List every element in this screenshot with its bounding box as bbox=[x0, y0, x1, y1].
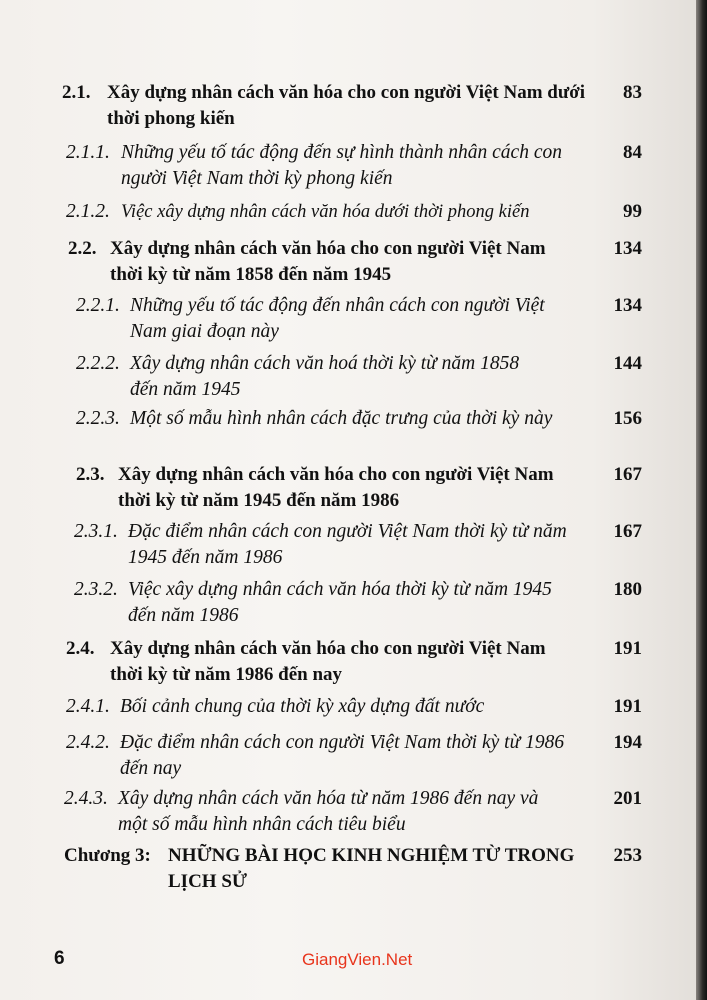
page-edge-shadow bbox=[696, 0, 707, 1000]
toc-chapter-entry bbox=[64, 843, 642, 895]
toc-entry bbox=[76, 293, 642, 345]
toc-entry-page: 84 bbox=[623, 142, 642, 163]
chapter-label: Chương 3: bbox=[64, 845, 151, 866]
toc-entry bbox=[62, 80, 642, 132]
toc-entry bbox=[64, 786, 642, 838]
toc-entry bbox=[68, 236, 642, 288]
toc-entry bbox=[76, 351, 642, 403]
toc-entry-page: 253 bbox=[613, 845, 642, 866]
toc-entry-number: 2.1.1. bbox=[66, 142, 110, 163]
toc-entry-page: 194 bbox=[613, 732, 642, 753]
toc-entry-number: 2.2. bbox=[68, 238, 97, 259]
toc-entry-title: Việc xây dựng nhân cách văn hóa thời kỳ từ năm 1945 đến năm 1986 bbox=[128, 579, 552, 626]
toc-entry-page: 167 bbox=[613, 464, 642, 485]
toc-entry-page: 191 bbox=[613, 696, 642, 717]
toc-entry bbox=[74, 519, 642, 571]
toc-entry bbox=[76, 462, 642, 514]
toc-entry bbox=[66, 694, 642, 720]
toc-entry-title: Việc xây dựng nhân cách văn hóa dưới thời phong kiến bbox=[121, 202, 530, 222]
toc-entry-page: 191 bbox=[613, 638, 642, 659]
toc-entry-title: Xây dựng nhân cách văn hóa cho con người Việt Nam thời kỳ từ năm 1986 đến nay bbox=[110, 638, 546, 685]
toc-entry-title: Đặc điểm nhân cách con người Việt Nam thời kỳ từ năm 1945 đến năm 1986 bbox=[128, 521, 567, 568]
toc-entry-title: Bối cảnh chung của thời kỳ xây dựng đất nước bbox=[120, 696, 485, 717]
toc-entry-page: 134 bbox=[613, 295, 642, 316]
toc-entry-number: 2.3.2. bbox=[74, 579, 118, 600]
toc-entry bbox=[66, 636, 642, 688]
toc-entry-number: 2.4.2. bbox=[66, 732, 110, 753]
watermark: GiangVien.Net bbox=[302, 950, 413, 969]
toc-entry bbox=[76, 406, 642, 458]
toc-entry-number: 2.2.3. bbox=[76, 408, 120, 429]
toc-entry bbox=[66, 730, 642, 782]
toc-entry-page: 83 bbox=[623, 82, 642, 103]
toc-entry-page: 134 bbox=[613, 238, 642, 259]
toc-entry bbox=[74, 577, 642, 629]
toc-entry-number: 2.2.2. bbox=[76, 353, 120, 374]
toc-entry-number: 2.1. bbox=[62, 82, 91, 103]
toc-entry-title: Những yếu tố tác động đến sự hình thành nhân cách con người Việt Nam thời kỳ phong kiến bbox=[121, 142, 562, 189]
toc-entry-title: Những yếu tố tác động đến nhân cách con người Việt Nam giai đoạn này bbox=[130, 295, 545, 342]
toc-entry-number: 2.3. bbox=[76, 464, 105, 485]
toc-entry-title: Xây dựng nhân cách văn hóa cho con người Việt Nam thời kỳ từ năm 1945 đến năm 1986 bbox=[118, 464, 554, 511]
toc-entry-title: Xây dựng nhân cách văn hoá thời kỳ từ năm 1858 đến năm 1945 bbox=[130, 353, 520, 400]
toc-entry-page: 180 bbox=[613, 579, 642, 600]
toc-entry-title: Xây dựng nhân cách văn hóa cho con người Việt Nam thời kỳ từ năm 1858 đến năm 1945 bbox=[110, 238, 546, 285]
toc-entry-page: 144 bbox=[613, 353, 642, 374]
toc-entry bbox=[66, 140, 642, 192]
toc-entry-title: Một số mẫu hình nhân cách đặc trưng của thời kỳ này bbox=[130, 408, 553, 429]
toc-entry-page: 201 bbox=[613, 788, 642, 809]
toc-entry-page: 99 bbox=[623, 201, 642, 222]
toc-entry-number: 2.2.1. bbox=[76, 295, 120, 316]
toc-entry-number: 2.4.1. bbox=[66, 696, 110, 717]
chapter-title: NHỮNG BÀI HỌC KINH NGHIỆM TỪ TRONG LỊCH SỬ bbox=[168, 845, 575, 892]
toc-entry-title: Xây dựng nhân cách văn hóa cho con người Việt Nam dưới thời phong kiến bbox=[107, 82, 586, 129]
toc-entry-title: Đặc điểm nhân cách con người Việt Nam thời kỳ từ 1986 đến nay bbox=[120, 732, 565, 779]
toc-entry-page: 156 bbox=[613, 408, 642, 429]
toc-entry-number: 2.1.2. bbox=[66, 201, 110, 222]
page-number: 6 bbox=[54, 948, 65, 969]
toc-entry-title: Xây dựng nhân cách văn hóa từ năm 1986 đến nay và một số mẫu hình nhân cách tiêu biểu bbox=[118, 788, 539, 835]
toc-entry-page: 167 bbox=[613, 521, 642, 542]
toc-entry-number: 2.4.3. bbox=[64, 788, 108, 809]
toc-entry-number: 2.3.1. bbox=[74, 521, 118, 542]
toc-entry bbox=[66, 199, 642, 225]
toc-entry-number: 2.4. bbox=[66, 638, 95, 659]
